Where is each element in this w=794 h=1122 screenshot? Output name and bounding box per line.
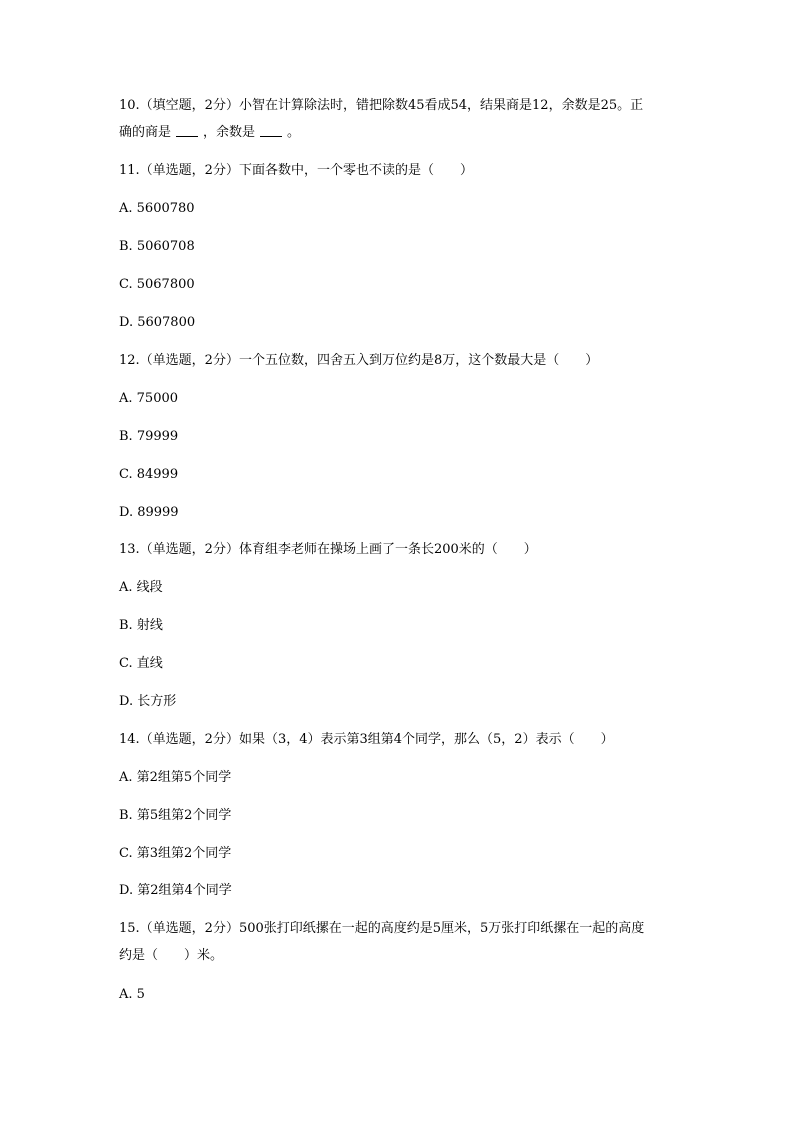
- question-13-stem: 13.（单选题，2分）体育组李老师在操场上画了一条长200米的（ ）: [119, 542, 537, 557]
- question-10-text-a: 确的商是: [119, 125, 172, 140]
- question-14-option-c[interactable]: C. 第3组第2个同学: [119, 846, 232, 861]
- question-10-line-1: 10.（填空题，2分）小智在计算除法时，错把除数45看成54，结果商是12，余数是25。正: [119, 98, 644, 113]
- question-12-option-b[interactable]: B. 79999: [119, 429, 179, 444]
- question-13-option-c[interactable]: C. 直线: [119, 656, 163, 671]
- question-12-option-a[interactable]: A. 75000: [119, 391, 179, 406]
- question-12-option-c[interactable]: C. 84999: [119, 467, 179, 482]
- question-14-option-a[interactable]: A. 第2组第5个同学: [119, 770, 232, 785]
- question-15-option-a[interactable]: A. 5: [119, 987, 145, 1002]
- question-13-option-d[interactable]: D. 长方形: [119, 694, 177, 709]
- question-15-line-2: 约是（ ）米。: [119, 948, 224, 963]
- question-12-option-d[interactable]: D. 89999: [119, 505, 179, 520]
- answer-blank-quotient[interactable]: [176, 124, 198, 137]
- question-15-line-1: 15.（单选题，2分）500张打印纸摞在一起的高度约是5厘米，5万张打印纸摞在一起的高度: [119, 921, 645, 936]
- question-13-option-b[interactable]: B. 射线: [119, 618, 163, 633]
- question-14-option-b[interactable]: B. 第5组第2个同学: [119, 808, 232, 823]
- question-11-option-d[interactable]: D. 5607800: [119, 315, 196, 330]
- question-11-stem: 11.（单选题，2分）下面各数中，一个零也不读的是（ ）: [119, 163, 473, 178]
- question-11-option-a[interactable]: A. 5600780: [119, 201, 195, 216]
- answer-blank-remainder[interactable]: [260, 124, 282, 137]
- question-13-option-a[interactable]: A. 线段: [119, 580, 163, 595]
- question-11-option-c[interactable]: C. 5067800: [119, 277, 195, 292]
- question-12-stem: 12.（单选题，2分）一个五位数，四舍五入到万位约是8万，这个数最大是（ ）: [119, 353, 599, 368]
- question-10-text-b: ，余数是: [203, 125, 256, 140]
- question-14-stem: 14.（单选题，2分）如果（3，4）表示第3组第4个同学，那么（5，2）表示（ ）: [119, 732, 614, 747]
- question-10-text-c: 。: [287, 125, 301, 140]
- question-11-option-b[interactable]: B. 5060708: [119, 239, 195, 254]
- question-10-line-2: [119, 124, 300, 141]
- question-14-option-d[interactable]: D. 第2组第4个同学: [119, 883, 232, 898]
